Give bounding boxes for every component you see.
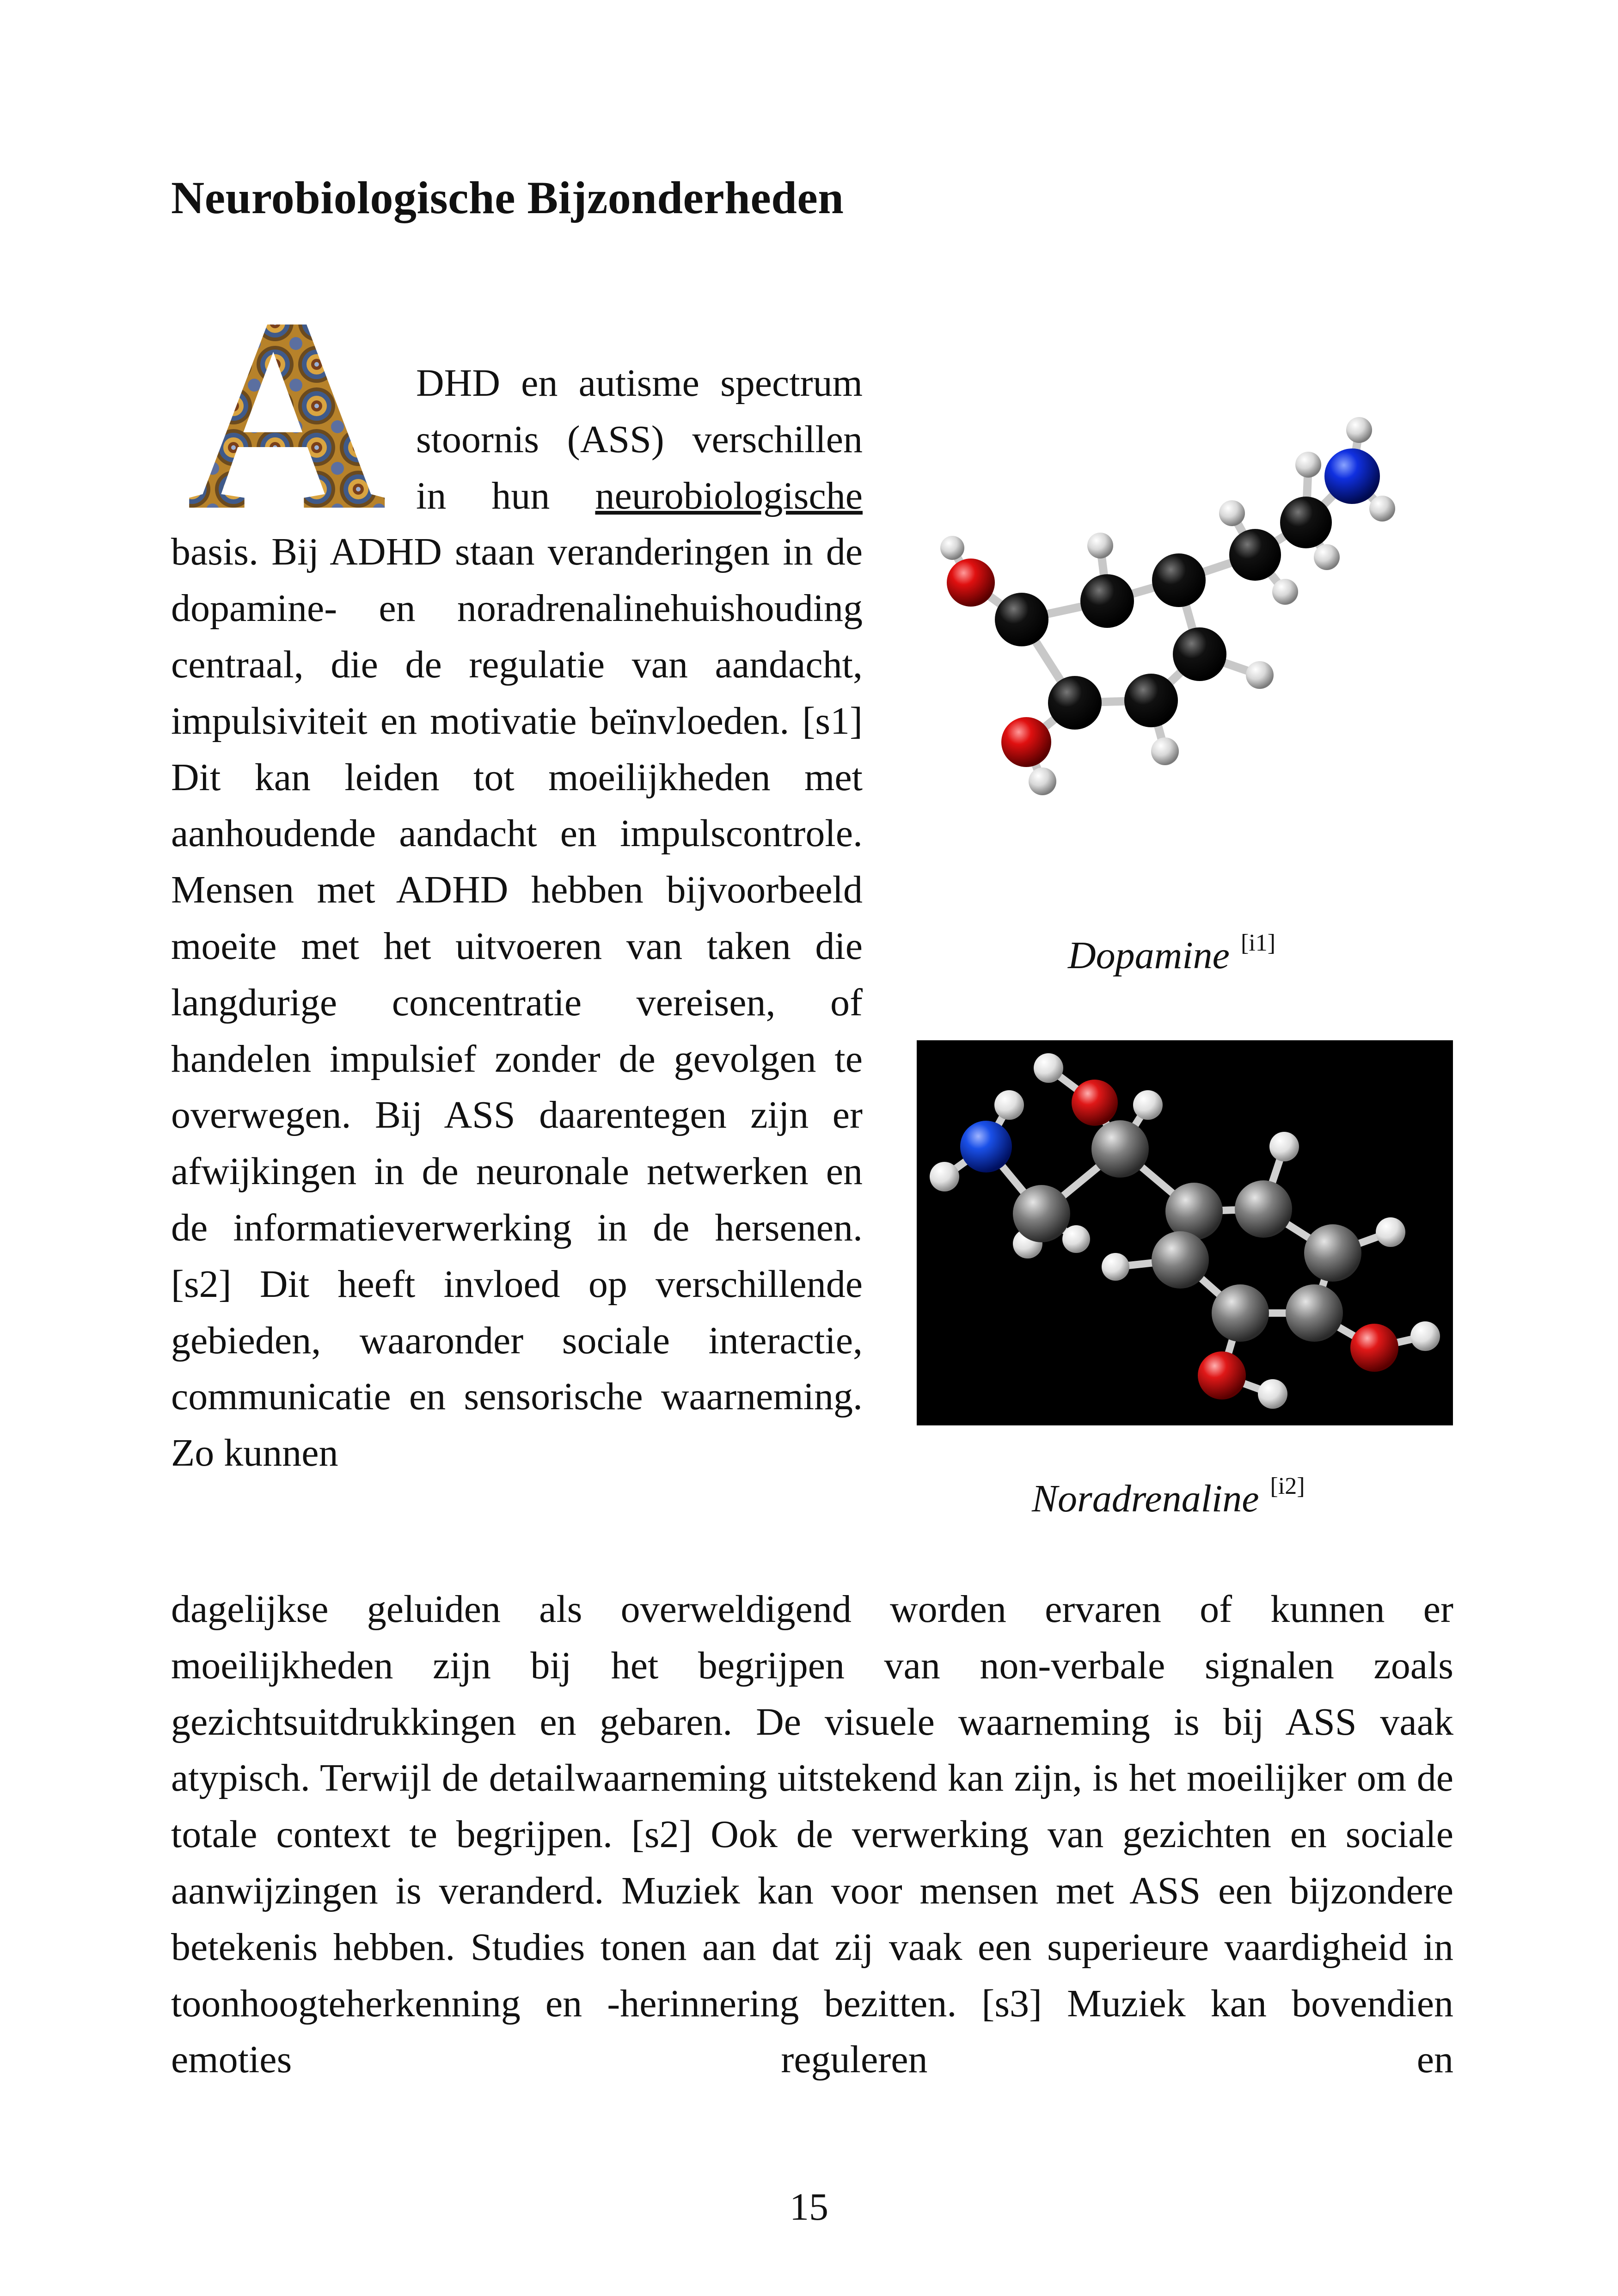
continuation-paragraph: dagelijkse geluiden als overweldigend worden ervaren of kunnen er moeilijkheden zijn bij het begrijpen van non-verbale signalen zoals gezichtsuitdrukkingen en gebaren. De visuele waarneming is bij ASS vaak atypisch. Terwijl de detailwaarneming uitstekend kan zijn, is het moeilijker om de totale context te begrijpen. [s2] Ook de verwerking van gezichten en sociale aanwijzingen is veranderd. Muziek kan voor mensen met ASS een bijzondere betekenis hebben. Studies tonen aan dat zij vaak een superieure vaardigheid in toonhoogteherkenning en -herinnering bezitten. [s3] Muziek kan bovendien emoties reguleren en: [171, 1588, 1453, 2081]
intro-paragraph: [171, 355, 863, 1481]
dopamine-molecule-figure: [901, 398, 1465, 888]
page-number: 15: [790, 2185, 828, 2228]
noradrenaline-image-ref: [i2]: [1270, 1473, 1305, 1499]
dopamine-image-ref: [i1]: [1240, 930, 1276, 956]
noradrenaline-caption: [1032, 1473, 1305, 1521]
intro-text: DHD en autisme spectrum stoornis (ASS) verschillen in hun: [416, 362, 863, 517]
body-text-full-width: [171, 1581, 1453, 2088]
drop-cap: [171, 302, 416, 512]
dopamine-caption-text: Dopamine: [1068, 934, 1230, 977]
body-text-column: [171, 355, 863, 1481]
underlined-term: neurobiologische: [595, 474, 863, 517]
drop-cap-glyph: [171, 302, 402, 512]
noradrenaline-caption-text: Noradrenaline: [1032, 1477, 1259, 1520]
noradrenaline-molecule-figure: [917, 1040, 1453, 1425]
dopamine-molecule-image: [901, 398, 1465, 888]
section-heading: Neurobiologische Bijzonderheden: [171, 172, 844, 223]
intro-text-continued: basis. Bij ADHD staan veranderingen in de dopamine- en noradrenalinehuishouding centraal, die de regulatie van aandacht, impulsiviteit en motivatie beïnvloeden. [s1] Dit kan leiden tot moeilijkheden met aanhoudende aandacht en impulscontrole. Mensen met ADHD hebben bijvoorbeeld moeite met het uitvoeren van taken die langdurige concentratie vereisen, of handelen impulsief zonder de gevolgen te overwegen. Bij ASS daarentegen zijn er afwijkingen in de neuronale netwerken en de informatieverwerking in de hersenen. [s2] Dit heeft invloed op verschillende gebieden, waaronder sociale interactie, communicatie en sensorische waarneming. Zo kunnen: [171, 530, 863, 1475]
dopamine-caption: [1068, 929, 1275, 978]
noradrenaline-molecule-image: [917, 1040, 1453, 1425]
